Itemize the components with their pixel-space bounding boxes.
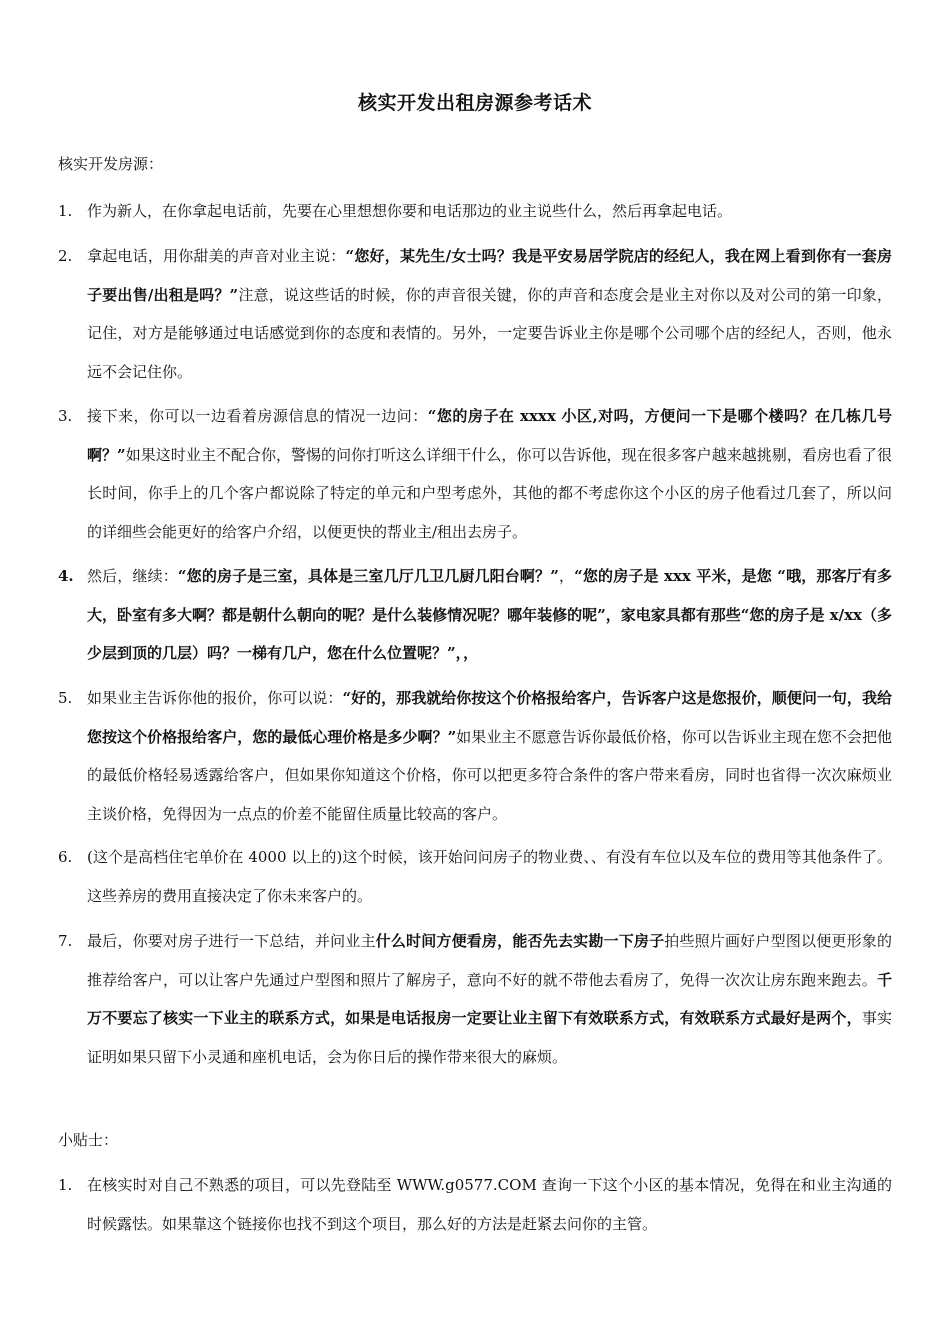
section-heading-tips: 小贴士： bbox=[58, 1131, 119, 1149]
list-number: 1. bbox=[58, 1176, 73, 1194]
list-text: 在核实时对自己不熟悉的项目，可以先登陆至 WWW.g0577.COM 查询一下这个小区的基本情况，免得在和业主沟通的时候露怯。如果靠这个链接你也找不到这个项目，那么好的方法是赶紧去问你的主管。 bbox=[87, 1176, 892, 1233]
list-item bbox=[58, 922, 892, 1076]
list-item bbox=[58, 838, 892, 915]
list-number: 2. bbox=[58, 247, 73, 265]
list-text: 作为新人，在你拿起电话前，先要在心里想想你要和电话那边的业主说些什么，然后再拿起电话。 bbox=[87, 202, 733, 220]
list-text: 如果业主告诉你他的报价，你可以说：“好的，那我就给你按这个价格报给客户，告诉客户这是您报价，顺便问一句，我给您按这个价格报给客户，您的最低心理价格是多少啊？”如果业主不愿意告诉你最低价格，你可以告诉业主现在您不会把他的最低价格轻易透露给客户，但如果你知道这个价格，你可以把更多符合条件的客户带来看房，同时也省得一次次麻烦业主谈价格，免得因为一点点的价差不能留住质量比较高的客户。 bbox=[87, 689, 892, 823]
list-item bbox=[58, 192, 892, 231]
list-number: 6. bbox=[58, 848, 73, 866]
list-item bbox=[58, 679, 892, 833]
list-text: 接下来，你可以一边看着房源信息的情况一边问：“您的房子在 xxxx 小区,对吗，方便问一下是哪个楼吗？在几栋几号啊？”如果这时业主不配合你，警惕的问你打听这么详细干什么，你可以告诉他，现在很多客户越来越挑剔，看房也看了很长时间，你手上的几个客户都说除了特定的单元和户型考虑外，其他的都不考虑你这个小区的房子他看过几套了，所以问的详细些会能更好的给客户介绍，以便更快的帮业主/租出去房子。 bbox=[87, 407, 892, 541]
list-item bbox=[58, 557, 892, 673]
list-text: (这个是高档住宅单价在 4000 以上的)这个时候，该开始问问房子的物业费、、有没有车位以及车位的费用等其他条件了。这些养房的费用直接决定了你未来客户的。 bbox=[87, 848, 892, 905]
document-title: 核实开发出租房源参考话术 bbox=[357, 92, 592, 114]
list-number: 5. bbox=[58, 689, 73, 707]
list-text: 最后，你要对房子进行一下总结，并问业主什么时间方便看房，能否先去实勘一下房子拍些照片画好户型图以便更形象的推荐给客户，可以让客户先通过户型图和照片了解房子，意向不好的就不带他去看房了，免得一次次让房东跑来跑去。千万不要忘了核实一下业主的联系方式，如果是电话报房一定要让业主留下有效联系方式，有效联系方式最好是两个，事实证明如果只留下小灵通和座机电话，会为你日后的操作带来很大的麻烦。 bbox=[87, 932, 892, 1066]
list-item bbox=[58, 237, 892, 391]
tip-item bbox=[58, 1166, 892, 1243]
list-text: 然后，继续：“您的房子是三室，具体是三室几厅几卫几厨几阳台啊？”，“您的房子是 xxx 平米，是您 “哦，那客厅有多大，卧室有多大啊？都是朝什么朝向的呢？是什么装修情况呢？哪年装修的呢”，家电家具都有那些“您的房子是 x/xx（多少层到顶的几层）吗？一梯有几户，您在什么位置呢？”，， bbox=[87, 567, 892, 662]
list-item bbox=[58, 397, 892, 551]
list-number: 1. bbox=[58, 202, 73, 220]
list-text: 拿起电话，用你甜美的声音对业主说：“您好，某先生/女士吗？我是平安易居学院店的经纪人，我在网上看到你有一套房子要出售/出租是吗？”注意，说这些话的时候，你的声音很关键，你的声音和态度会是业主对你以及对公司的第一印象，记住，对方是能够通过电话感觉到你的态度和表情的。另外，一定要告诉业主你是哪个公司哪个店的经纪人，否则，他永远不会记住你。 bbox=[87, 247, 892, 381]
list-number: 7. bbox=[58, 932, 73, 950]
list-number: 3. bbox=[58, 407, 73, 425]
section-heading-verify: 核实开发房源： bbox=[58, 155, 164, 173]
list-number: 4. bbox=[58, 567, 74, 585]
